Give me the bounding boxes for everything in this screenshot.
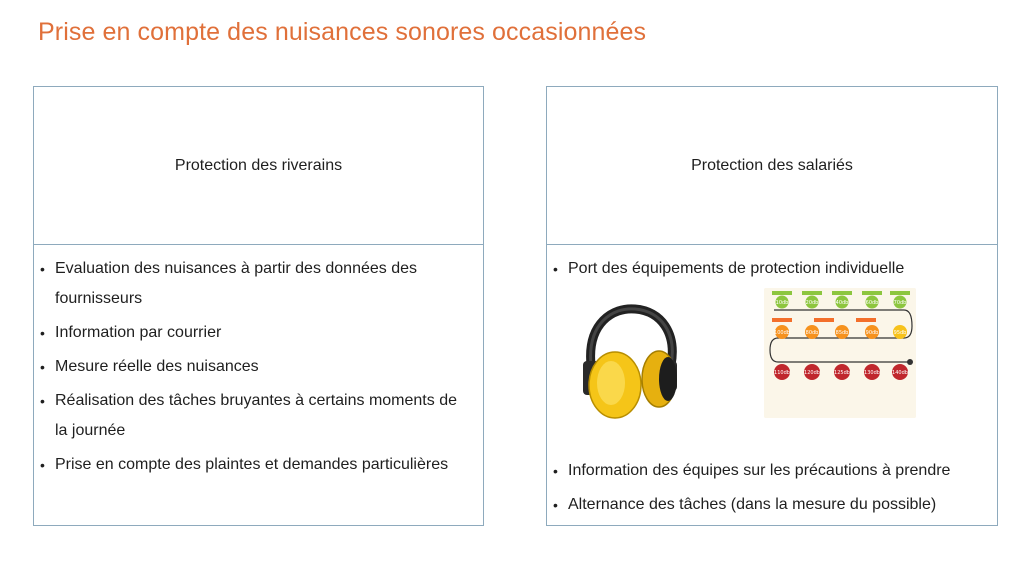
salaries-list-top [547,254,987,288]
noise-level-label: 70db [893,300,907,306]
list-item: • Prise en compte des plaintes et demandes particulières [34,450,473,480]
list-item: • Information par courrier [34,318,473,348]
riverains-card [33,86,484,526]
noise-level-label: 60db [865,300,879,306]
salaries-body [547,245,997,525]
list-item: • Mesure réelle des nuisances [34,352,473,382]
list-item: • Evaluation des nuisances à partir des données des fournisseurs [34,254,473,314]
noise-level-label: 85db [835,330,849,336]
slide-title: Prise en compte des nuisances sonores occasionnées [38,18,647,46]
earmuff-image [573,303,685,423]
list-item: • Alternance des tâches (dans la mesure du possible) [547,490,987,520]
noise-level-label: 120db [804,370,820,376]
noise-level-label: 110db [774,370,790,376]
riverains-header: Protection des riverains [34,87,483,245]
salaries-list-bottom [547,456,987,524]
list-item: • Réalisation des tâches bruyantes à certains moments de la journée [34,386,473,446]
list-item: • Port des équipements de protection individuelle [547,254,987,284]
salaries-header: Protection des salariés [547,87,997,245]
noise-level-label: 130db [864,370,880,376]
noise-level-label: 125db [834,370,850,376]
riverains-body [34,245,483,525]
noise-level-label: 80db [805,330,819,336]
noise-level-label: 90db [865,330,879,336]
riverains-list [34,254,473,484]
noise-levels-poster [764,288,916,418]
noise-level-label: 140db [892,370,908,376]
salaries-card [546,86,998,526]
noise-level-label: 95db [893,330,907,336]
noise-level-label: 10db [775,300,789,306]
noise-level-label: 20db [805,300,819,306]
list-item: • Information des équipes sur les précautions à prendre [547,456,987,486]
noise-level-label: 100db [774,330,790,336]
noise-level-label: 40db [835,300,849,306]
